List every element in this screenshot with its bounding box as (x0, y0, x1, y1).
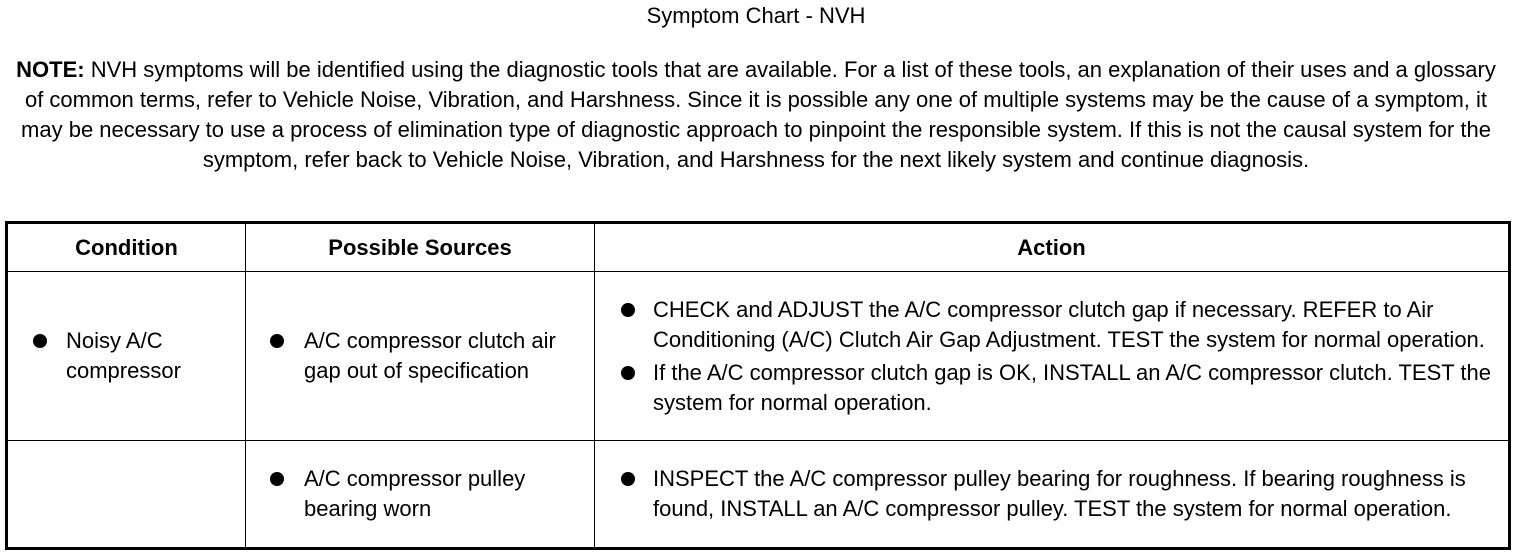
bullet-icon (621, 366, 635, 380)
source-cell (246, 441, 595, 549)
source-cell (246, 272, 595, 441)
note-text: NVH symptoms will be identified using the diagnostic tools that are available. For a list of these tools, an explanation of their uses and a glossary of common terms, refer to Vehicle Noise, Vibration, and Harshness. Since it is possible any one of multiple systems may be the cause of a symptom, it may be necessary to use a process of elimination type of diagnostic approach to pinpoint the responsible system. If this is not the causal system for the symptom, refer back to Vehicle Noise, Vibration, and Harshness for the next likely system and continue diagnosis. (21, 57, 1496, 172)
action-text: CHECK and ADJUST the A/C compressor clutch gap if necessary. REFER to Air Conditioning (A/C) Clutch Air Gap Adjustment. TEST the system for normal operation. (653, 296, 1485, 352)
note-label: NOTE: (16, 57, 85, 82)
condition-item (8, 326, 245, 386)
symptom-chart-table (5, 221, 1511, 550)
source-text: A/C compressor pulley bearing worn (304, 466, 526, 521)
action-cell (595, 272, 1510, 441)
source-text: A/C compressor clutch air gap out of specification (304, 328, 556, 383)
action-text: If the A/C compressor clutch gap is OK, INSTALL an A/C compressor clutch. TEST the system for normal operation. (653, 359, 1491, 415)
bullet-icon (270, 472, 284, 486)
header-possible-sources: Possible Sources (246, 223, 595, 272)
table-header-row (7, 223, 1510, 272)
bullet-icon (621, 303, 635, 317)
action-item (595, 358, 1508, 418)
condition-text: Noisy A/C compressor (66, 328, 181, 383)
source-item (246, 326, 594, 386)
action-item (595, 295, 1508, 355)
condition-cell (7, 441, 246, 549)
table-row (7, 272, 1510, 441)
action-text: INSPECT the A/C compressor pulley bearing for roughness. If bearing roughness is found, INSTALL an A/C compressor pulley. TEST the system for normal operation. (653, 466, 1466, 521)
bullet-icon (270, 334, 284, 348)
header-condition: Condition (7, 223, 246, 272)
action-item (595, 464, 1508, 524)
source-item (246, 464, 594, 524)
page-title: Symptom Chart - NVH (646, 3, 866, 28)
header-action: Action (595, 223, 1510, 272)
bullet-icon (621, 472, 635, 486)
note-paragraph (10, 55, 1502, 175)
action-cell (595, 441, 1510, 549)
bullet-icon (33, 334, 47, 348)
table-row (7, 441, 1510, 549)
condition-cell (7, 272, 246, 441)
